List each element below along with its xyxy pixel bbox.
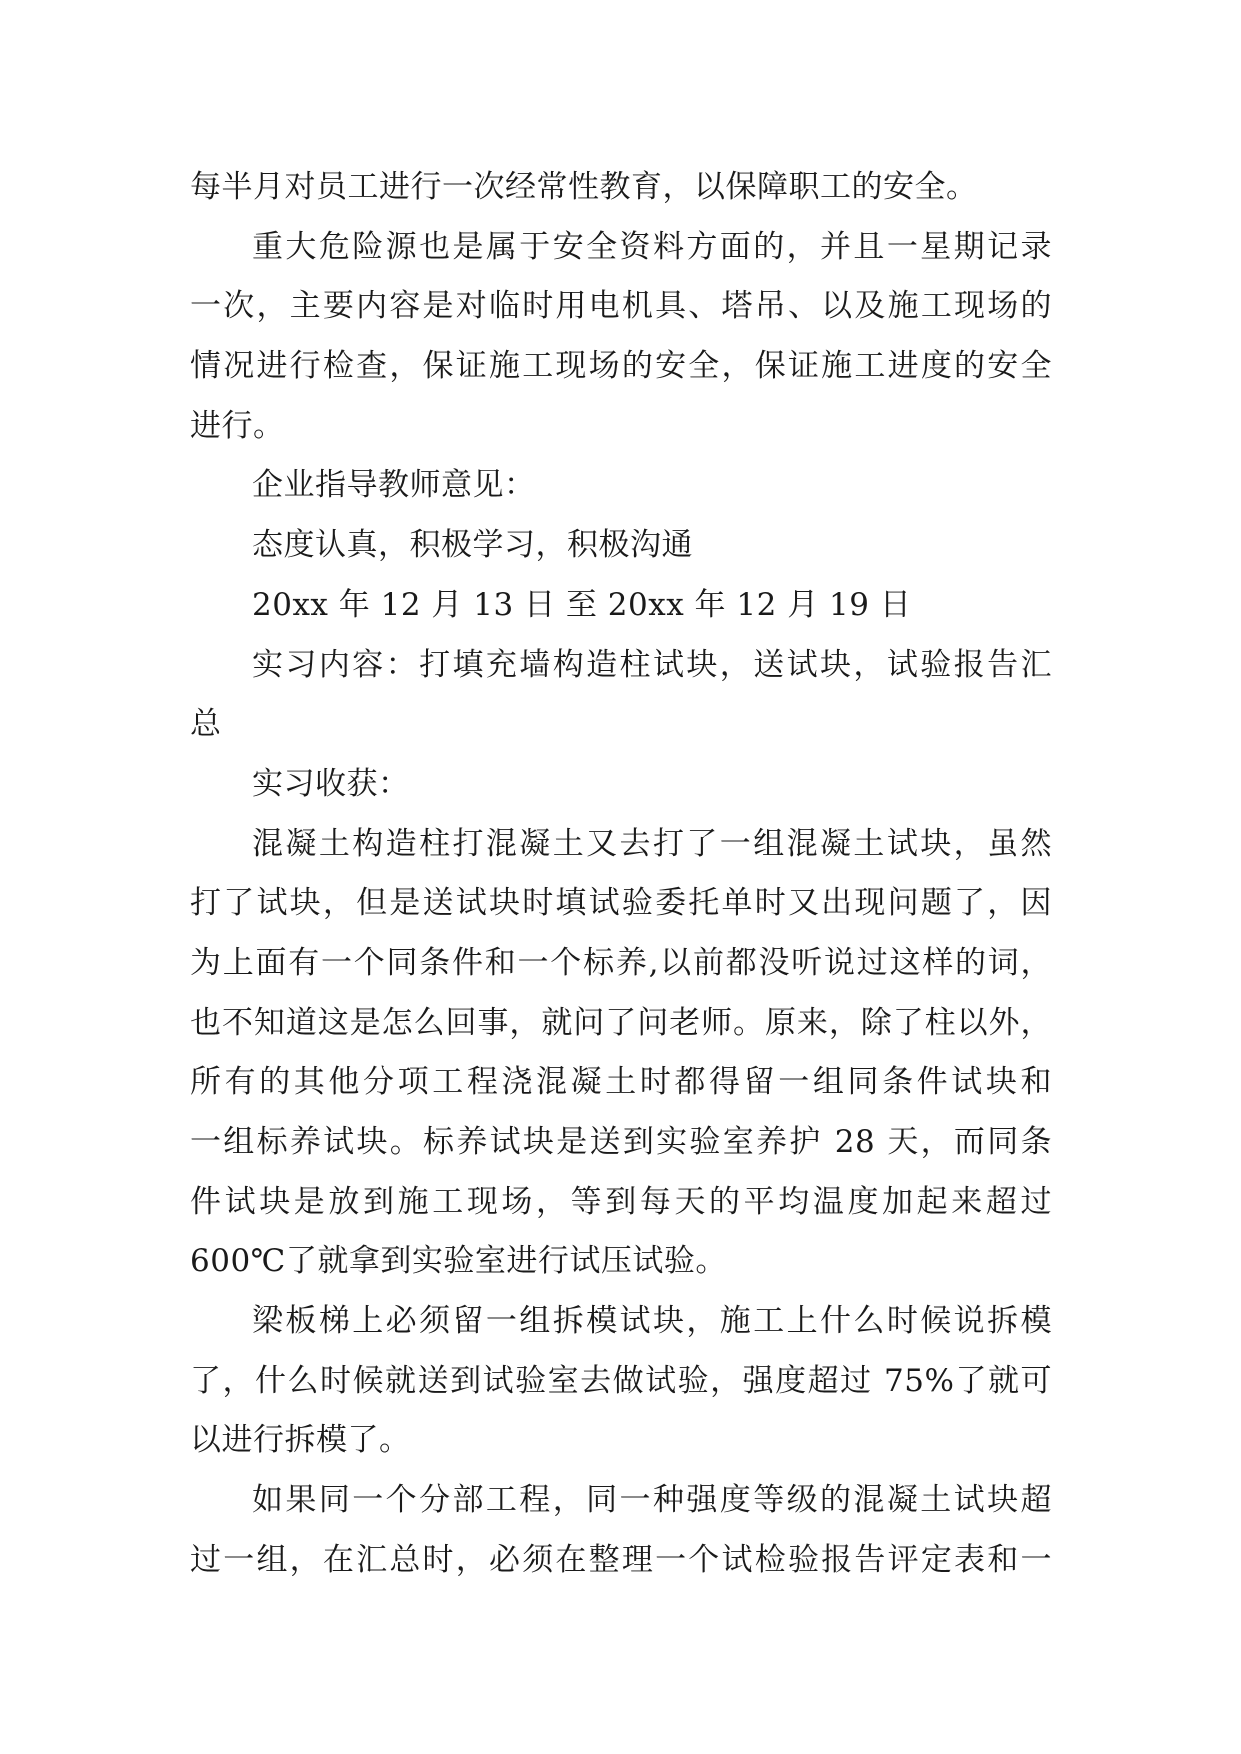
text-line: 件试块是放到施工现场，等到每天的平均温度加起来超过	[190, 1183, 1052, 1220]
text-line: 情况进行检查，保证施工现场的安全，保证施工进度的安全	[190, 348, 1052, 385]
text-line: 实习内容：打填充墙构造柱试块，送试块，试验报告汇	[252, 646, 1052, 683]
text-line: 实习收获：	[252, 765, 410, 802]
text-line: 一次，主要内容是对临时用电机具、塔吊、以及施工现场的	[190, 288, 1052, 325]
text-line: 了，什么时候就送到试验室去做试验，强度超过 75%了就可	[190, 1362, 1052, 1399]
text-line: 进行。	[190, 407, 285, 444]
text-line: 打了试块，但是送试块时填试验委托单时又出现问题了，因	[190, 885, 1052, 922]
text-line: 所有的其他分项工程浇混凝土时都得留一组同条件试块和	[190, 1064, 1052, 1101]
text-line: 每半月对员工进行一次经常性教育，以保障职工的安全。	[190, 169, 978, 205]
text-line: 混凝土构造柱打混凝土又去打了一组混凝土试块，虽然	[252, 825, 1052, 862]
text-line: 以进行拆模了。	[190, 1422, 411, 1459]
text-line: 20xx 年 12 月 13 日 至 20xx 年 12 月 19 日	[252, 586, 912, 623]
text-line: 重大危险源也是属于安全资料方面的，并且一星期记录	[252, 228, 1052, 265]
text-line: 过一组，在汇总时，必须在整理一个试检验报告评定表和一	[190, 1541, 1052, 1578]
text-line: 如果同一个分部工程，同一种强度等级的混凝土试块超	[252, 1482, 1052, 1519]
text-line: 态度认真，积极学习，积极沟通	[252, 527, 693, 564]
text-line: 也不知道这是怎么回事，就问了问老师。原来，除了柱以外，	[190, 1004, 1052, 1041]
text-line: 企业指导教师意见：	[252, 467, 536, 504]
body-text	[190, 158, 1052, 1591]
text-line: 一组标养试块。标养试块是送到实验室养护 28 天，而同条	[190, 1124, 1052, 1160]
text-line: 600℃了就拿到实验室进行试压试验。	[190, 1243, 727, 1280]
text-line: 为上面有一个同条件和一个标养,以前都没听说过这样的词，	[190, 944, 1052, 981]
text-line: 梁板梯上必须留一组拆模试块，施工上什么时候说拆模	[252, 1303, 1052, 1340]
text-line: 总	[190, 706, 222, 743]
